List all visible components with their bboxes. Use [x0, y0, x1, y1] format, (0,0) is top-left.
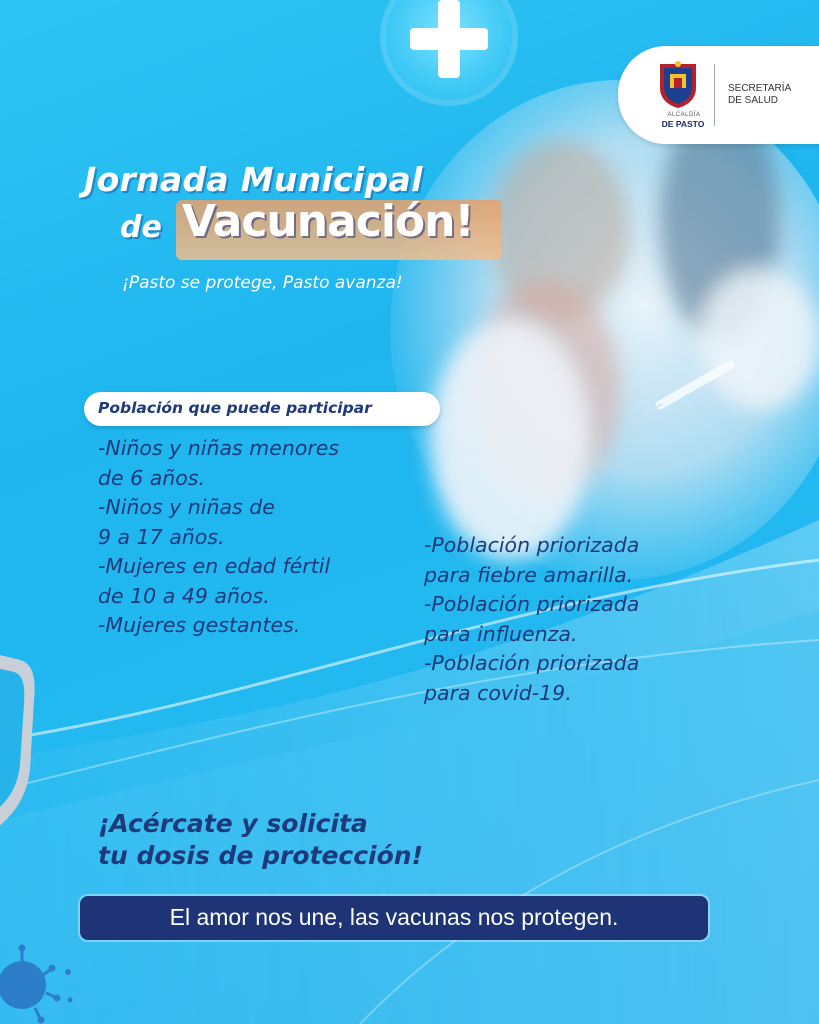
title-highlight: Vacunación!	[182, 196, 474, 247]
logo-city: DE PASTO	[661, 119, 705, 129]
list-line: de 10 a 49 años.	[98, 583, 270, 608]
list-line: -Población priorizada	[424, 651, 640, 675]
population-list-left	[98, 434, 339, 641]
logo-department-line1: SECRETARÍA	[728, 83, 792, 94]
list-line: -Mujeres gestantes.	[98, 613, 301, 637]
subtitle: ¡Pasto se protege, Pasto avanza!	[122, 273, 403, 293]
coat-of-arms-icon	[656, 60, 700, 110]
list-line: para covid-19.	[424, 680, 572, 705]
cta-line2: tu dosis de protección!	[98, 841, 423, 870]
logo-department-line2: DE SALUD	[728, 95, 779, 106]
logo-small-text: ALCALDÍA	[667, 112, 701, 118]
photo-area	[390, 80, 819, 580]
list-line: -Población priorizada	[424, 533, 640, 557]
title-de: de	[120, 210, 162, 245]
population-heading: Población que puede participar	[98, 399, 372, 417]
population-list-right	[424, 531, 639, 708]
slogan-text: El amor nos une, las vacunas nos protegen.	[169, 904, 619, 930]
list-line: -Población priorizada	[424, 592, 640, 616]
logo-card	[618, 46, 819, 144]
call-to-action	[98, 808, 423, 872]
list-line: -Niños y niñas de	[98, 495, 275, 519]
list-line: para influenza.	[424, 621, 578, 646]
list-line: -Mujeres en edad fértil	[98, 554, 331, 578]
slogan-banner	[80, 896, 708, 940]
title-line1: Jornada Municipal	[84, 160, 423, 199]
list-line: 9 a 17 años.	[98, 524, 225, 549]
list-line: de 6 años.	[98, 465, 205, 490]
cta-line1: ¡Acércate y solicita	[98, 809, 368, 838]
list-line: -Niños y niñas menores	[98, 436, 340, 460]
logo-divider	[714, 64, 715, 126]
list-line: para fiebre amarilla.	[424, 562, 634, 587]
logo-department	[728, 83, 808, 107]
population-heading-pill	[84, 392, 440, 426]
